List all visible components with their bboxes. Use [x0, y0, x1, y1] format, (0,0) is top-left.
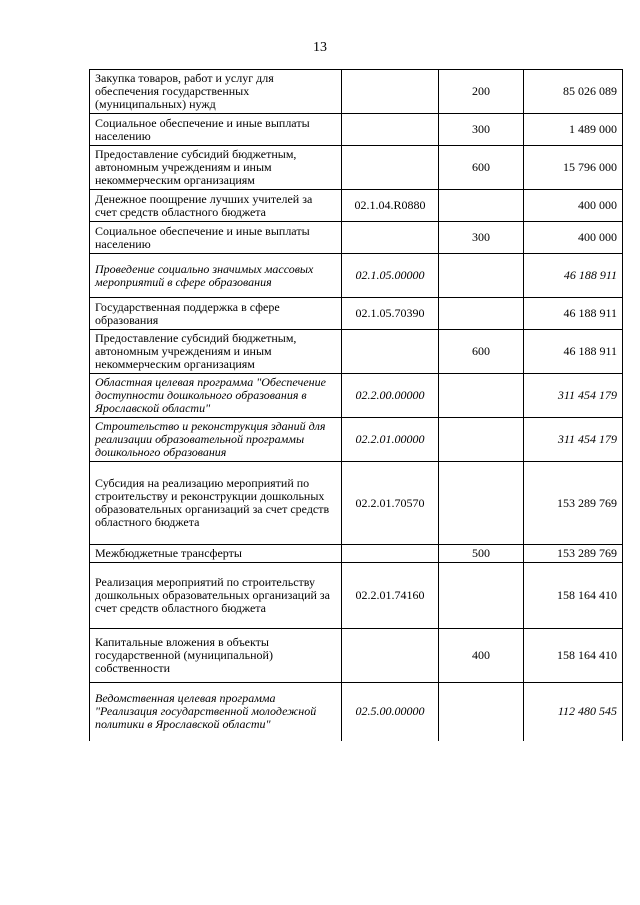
row-code-cell: 02.2.01.70570 [342, 462, 439, 545]
row-name-cell: Капитальные вложения в объекты государственной (муниципальной) собственности [90, 629, 342, 683]
row-name-cell: Ведомственная целевая программа "Реализация государственной молодежной политики в Ярославской области" [90, 683, 342, 741]
row-sum-cell: 158 164 410 [524, 563, 623, 629]
row-code-cell: 02.1.05.00000 [342, 254, 439, 298]
row-name-cell: Межбюджетные трансферты [90, 545, 342, 563]
row-name-cell: Государственная поддержка в сфере образования [90, 298, 342, 330]
row-code-cell [342, 70, 439, 114]
row-name-cell: Предоставление субсидий бюджетным, автономным учреждениям и иным некоммерческим организациям [90, 330, 342, 374]
row-sum-cell: 85 026 089 [524, 70, 623, 114]
row-type-cell: 200 [439, 70, 524, 114]
row-sum-cell: 400 000 [524, 190, 623, 222]
row-type-cell [439, 374, 524, 418]
row-sum-cell: 158 164 410 [524, 629, 623, 683]
row-code-cell [342, 222, 439, 254]
row-name-cell: Закупка товаров, работ и услуг для обеспечения государственных (муниципальных) нужд [90, 70, 342, 114]
table-row [90, 222, 623, 254]
table-row [90, 190, 623, 222]
table-row [90, 683, 623, 741]
table-row [90, 418, 623, 462]
row-name-cell: Социальное обеспечение и иные выплаты населению [90, 114, 342, 146]
table-row [90, 545, 623, 563]
row-type-cell [439, 418, 524, 462]
row-code-cell [342, 114, 439, 146]
table-row [90, 462, 623, 545]
row-sum-cell: 112 480 545 [524, 683, 623, 741]
row-code-cell [342, 629, 439, 683]
row-name-cell: Денежное поощрение лучших учителей за счет средств областного бюджета [90, 190, 342, 222]
budget-table-body [90, 70, 623, 741]
row-name-cell: Социальное обеспечение и иные выплаты населению [90, 222, 342, 254]
row-sum-cell: 311 454 179 [524, 418, 623, 462]
row-code-cell [342, 545, 439, 563]
row-sum-cell: 153 289 769 [524, 545, 623, 563]
row-sum-cell: 46 188 911 [524, 330, 623, 374]
row-name-cell: Областная целевая программа "Обеспечение доступности дошкольного образования в Ярославской области" [90, 374, 342, 418]
row-type-cell [439, 563, 524, 629]
row-sum-cell: 400 000 [524, 222, 623, 254]
row-name-cell: Строительство и реконструкция зданий для реализации образовательной программы дошкольного образования [90, 418, 342, 462]
row-name-cell: Проведение социально значимых массовых мероприятий в сфере образования [90, 254, 342, 298]
row-code-cell: 02.2.00.00000 [342, 374, 439, 418]
row-sum-cell: 46 188 911 [524, 298, 623, 330]
row-sum-cell: 46 188 911 [524, 254, 623, 298]
table-row [90, 298, 623, 330]
row-type-cell: 400 [439, 629, 524, 683]
page-number: 13 [313, 40, 327, 55]
row-sum-cell: 153 289 769 [524, 462, 623, 545]
table-row [90, 330, 623, 374]
row-name-cell: Субсидия на реализацию мероприятий по строительству и реконструкции дошкольных образовательных организаций за счет средств областного бюджета [90, 462, 342, 545]
row-type-cell [439, 683, 524, 741]
row-code-cell: 02.5.00.00000 [342, 683, 439, 741]
table-row [90, 70, 623, 114]
row-name-cell: Реализация мероприятий по строительству дошкольных образовательных организаций за счет средств областного бюджета [90, 563, 342, 629]
row-type-cell: 300 [439, 114, 524, 146]
table-row [90, 114, 623, 146]
row-type-cell: 500 [439, 545, 524, 563]
row-sum-cell: 311 454 179 [524, 374, 623, 418]
row-type-cell [439, 462, 524, 545]
budget-table [89, 69, 623, 741]
row-sum-cell: 15 796 000 [524, 146, 623, 190]
row-code-cell [342, 146, 439, 190]
row-code-cell: 02.2.01.74160 [342, 563, 439, 629]
row-code-cell: 02.1.05.70390 [342, 298, 439, 330]
table-row [90, 374, 623, 418]
row-name-cell: Предоставление субсидий бюджетным, автономным учреждениям и иным некоммерческим организациям [90, 146, 342, 190]
row-code-cell: 02.2.01.00000 [342, 418, 439, 462]
row-type-cell: 600 [439, 146, 524, 190]
row-type-cell [439, 298, 524, 330]
row-code-cell: 02.1.04.R0880 [342, 190, 439, 222]
table-row [90, 629, 623, 683]
table-row [90, 146, 623, 190]
row-code-cell [342, 330, 439, 374]
row-type-cell: 600 [439, 330, 524, 374]
row-type-cell [439, 254, 524, 298]
row-type-cell [439, 190, 524, 222]
table-row [90, 254, 623, 298]
row-sum-cell: 1 489 000 [524, 114, 623, 146]
row-type-cell: 300 [439, 222, 524, 254]
table-row [90, 563, 623, 629]
